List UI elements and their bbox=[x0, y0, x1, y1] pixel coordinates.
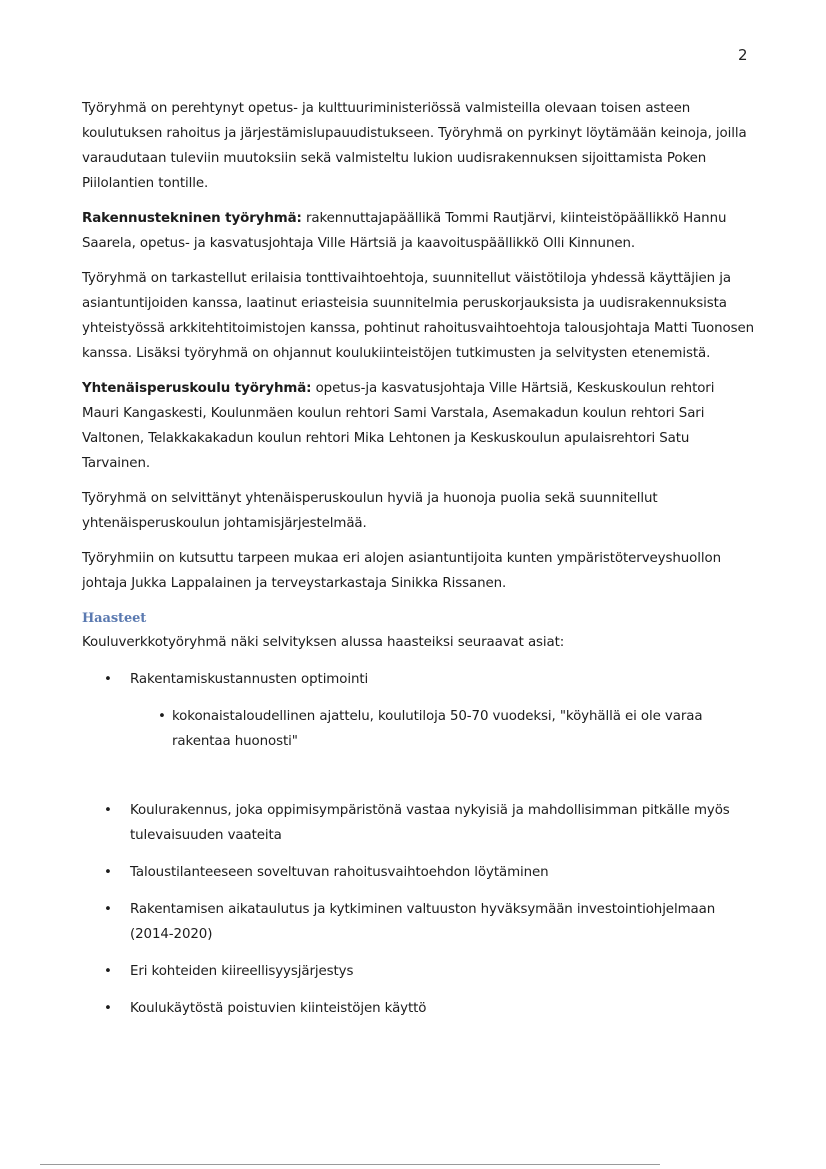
paragraph-selvittanyt: Työryhmä on selvittänyt yhtenäisperuskoulun hyviä ja huonoja puolia sekä suunnitellut yhtenäisperuskoulun johtamisjärjestelmää. bbox=[82, 491, 658, 531]
document-body bbox=[82, 96, 754, 1021]
list-item: • Koulurakennus, joka oppimisympäristönä vastaa nykyisiä ja mahdollisimman pitkälle myös tulevaisuuden vaateita bbox=[82, 798, 754, 848]
haasteet-list bbox=[82, 667, 754, 1021]
rakennustekninen-lead: Rakennustekninen työryhmä: bbox=[82, 211, 302, 226]
paragraph-rakennustekninen bbox=[82, 206, 754, 256]
haasteet-intro: Kouluverkkotyöryhmä näki selvityksen alussa haasteiksi seuraavat asiat: bbox=[82, 635, 565, 650]
yhtenaisperuskoulu-lead: Yhtenäisperuskoulu työryhmä: bbox=[82, 381, 312, 396]
page-number: 2 bbox=[738, 46, 748, 64]
scan-edge-line bbox=[40, 1164, 660, 1165]
list-item: • Eri kohteiden kiireellisyysjärjestys bbox=[82, 959, 754, 984]
list-item: • Rakentamisen aikataulutus ja kytkiminen valtuuston hyväksymään investointiohjelmaan (2014-2020) bbox=[82, 897, 754, 947]
list-item-text: Rakentamiskustannusten optimointi bbox=[130, 672, 369, 687]
paragraph-asiantuntijat: Työryhmiin on kutsuttu tarpeen mukaa eri alojen asiantuntijoita kunten ympäristöterveyshuollon johtaja Jukka Lappalainen ja terveystarkastaja Sinikka Rissanen. bbox=[82, 551, 721, 591]
haasteet-sublist bbox=[130, 704, 754, 754]
section-heading-haasteet: Haasteet bbox=[82, 611, 147, 626]
paragraph-yhtenaisperuskoulu bbox=[82, 376, 754, 476]
yhtenaisperuskoulu-members: opetus-ja kasvatusjohtaja Ville Härtsiä, Keskuskoulun rehtori Mauri Kangaskesti, Koulunmäen koulun rehtori Sami Varstala, Asemakadun koulun rehtori Sari Valtonen, Telakkakakadun koulun rehtori Mika Lehtonen ja Keskuskoulun apulaisrehtori Satu Tarvainen. bbox=[82, 381, 715, 471]
list-item bbox=[82, 667, 754, 754]
paragraph-intro: Työryhmä on perehtynyt opetus- ja kulttuuriministeriössä valmisteilla olevaan toisen asteen koulutuksen rahoitus ja järjestämislupauudistukseen. Työryhmä on pyrkinyt löytämään keinoja, joilla varaudutaan tuleviin muutoksiin sekä valmisteltu lukion uudisrakennuksen sijoittamista Poken Piilolantien tontille. bbox=[82, 101, 747, 191]
list-item: • Koulukäytöstä poistuvien kiinteistöjen käyttö bbox=[82, 996, 754, 1021]
list-item: • Taloustilanteeseen soveltuvan rahoitusvaihtoehdon löytäminen bbox=[82, 860, 754, 885]
paragraph-tarkastellut: Työryhmä on tarkastellut erilaisia tonttivaihtoehtoja, suunnitellut väistötiloja yhdessä käyttäjien ja asiantuntijoiden kanssa, laatinut eriasteisia suunnitelmia peruskorjauksista ja uudisrakennuksista yhteistyössä arkkitehtitoimistojen kanssa, pohtinut rahoitusvaihtoehtoja talousjohtaja Matti Tuonosen kanssa. Lisäksi työryhmä on ohjannut koulukiinteistöjen tutkimusten ja selvitysten etenemistä. bbox=[82, 271, 754, 361]
rakennustekninen-members: rakennuttajapäällikä Tommi Rautjärvi, kiinteistöpäällikkö Hannu Saarela, opetus- ja kasvatusjohtaja Ville Härtsiä ja kaavoituspäällikkö Olli Kinnunen. bbox=[82, 211, 727, 251]
sub-list-item: • kokonaistaloudellinen ajattelu, koulutiloja 50-70 vuodeksi, "köyhällä ei ole varaa rakentaa huonosti" bbox=[130, 704, 754, 754]
